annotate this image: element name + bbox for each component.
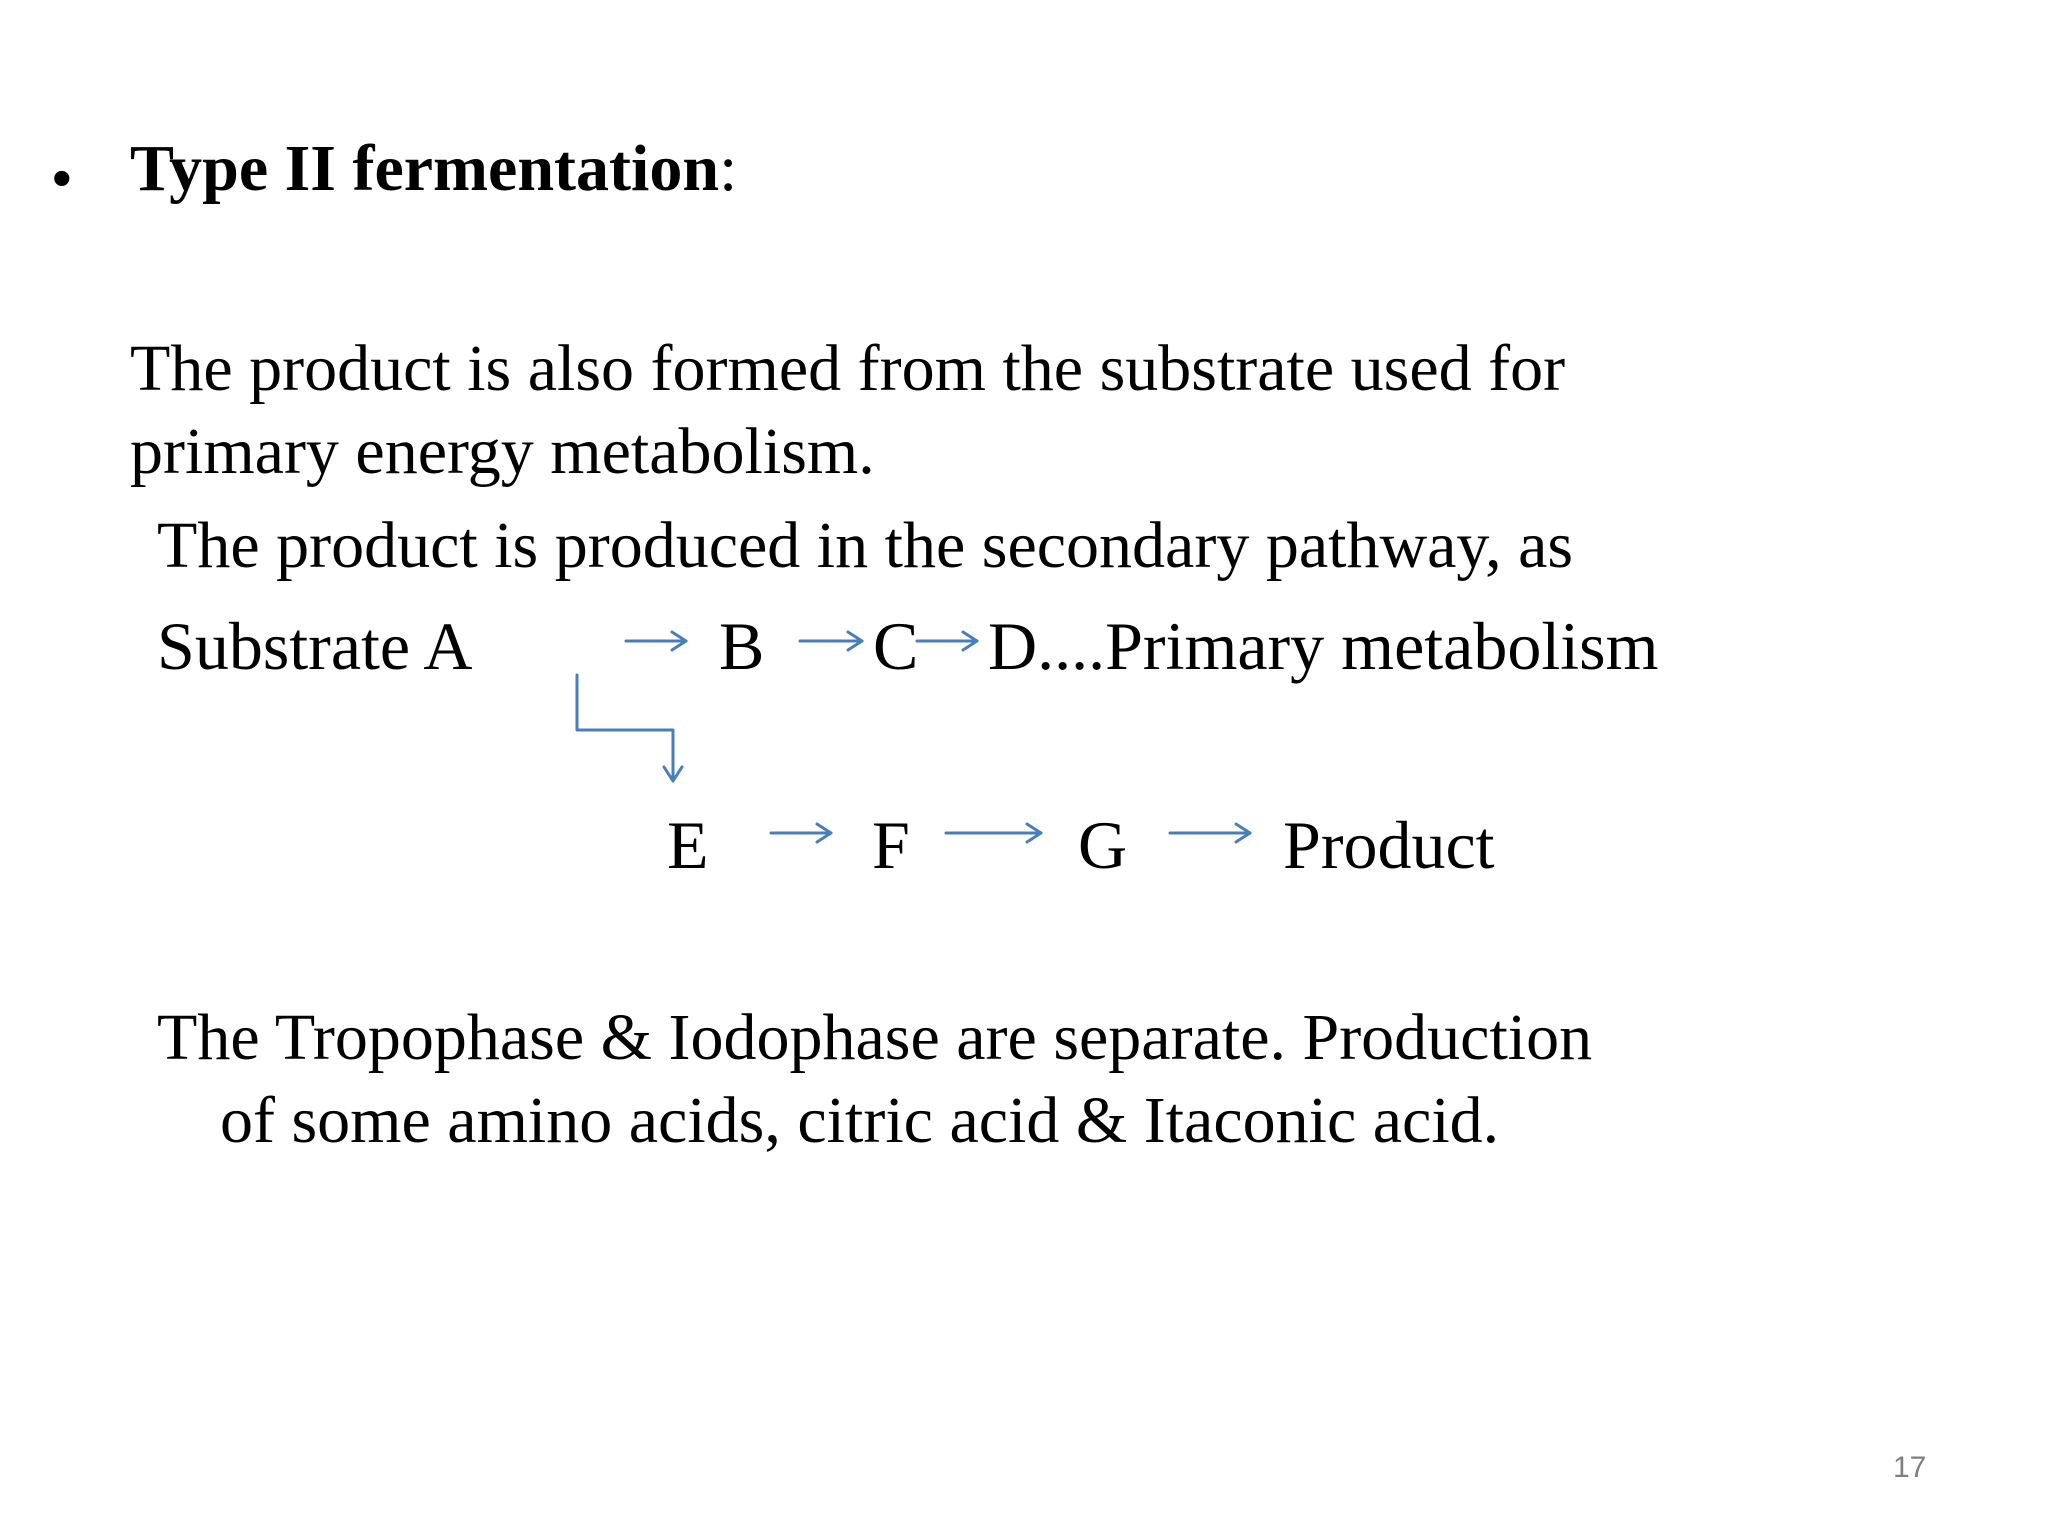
arrow-c-to-d	[917, 632, 977, 650]
node-d-primary-metabolism: D....Primary metabolism	[988, 608, 1659, 684]
paragraph-2: The product is produced in the secondary pathway, as	[157, 509, 1574, 582]
paragraph-1-line-2: primary energy metabolism.	[130, 415, 875, 488]
node-g: G	[1078, 807, 1128, 883]
paragraph-3-line-2: of some amino acids, citric acid & Itaconic acid.	[220, 1084, 1500, 1157]
heading-bold-text: Type II fermentation	[130, 132, 720, 205]
node-product: Product	[1283, 807, 1495, 883]
slide-heading	[130, 132, 738, 205]
branch-arrow-to-e	[577, 675, 682, 781]
node-substrate-a: Substrate A	[157, 608, 473, 684]
arrow-e-to-f	[771, 824, 831, 842]
node-c: C	[873, 608, 919, 684]
bullet-icon: •	[52, 146, 72, 209]
node-b: B	[719, 608, 765, 684]
paragraph-3-line-1: The Tropophase & Iodophase are separate. Production	[157, 1001, 1593, 1074]
arrow-g-to-product	[1170, 824, 1250, 842]
arrow-f-to-g	[946, 824, 1041, 842]
arrow-a-to-b	[626, 632, 686, 650]
paragraph-1-line-1: The product is also formed from the substrate used for	[130, 332, 1566, 405]
node-f: F	[872, 807, 910, 883]
node-e: E	[667, 807, 709, 883]
heading-colon: :	[719, 132, 738, 205]
arrow-b-to-c	[800, 632, 862, 650]
slide-number: 17	[1893, 1451, 1927, 1484]
